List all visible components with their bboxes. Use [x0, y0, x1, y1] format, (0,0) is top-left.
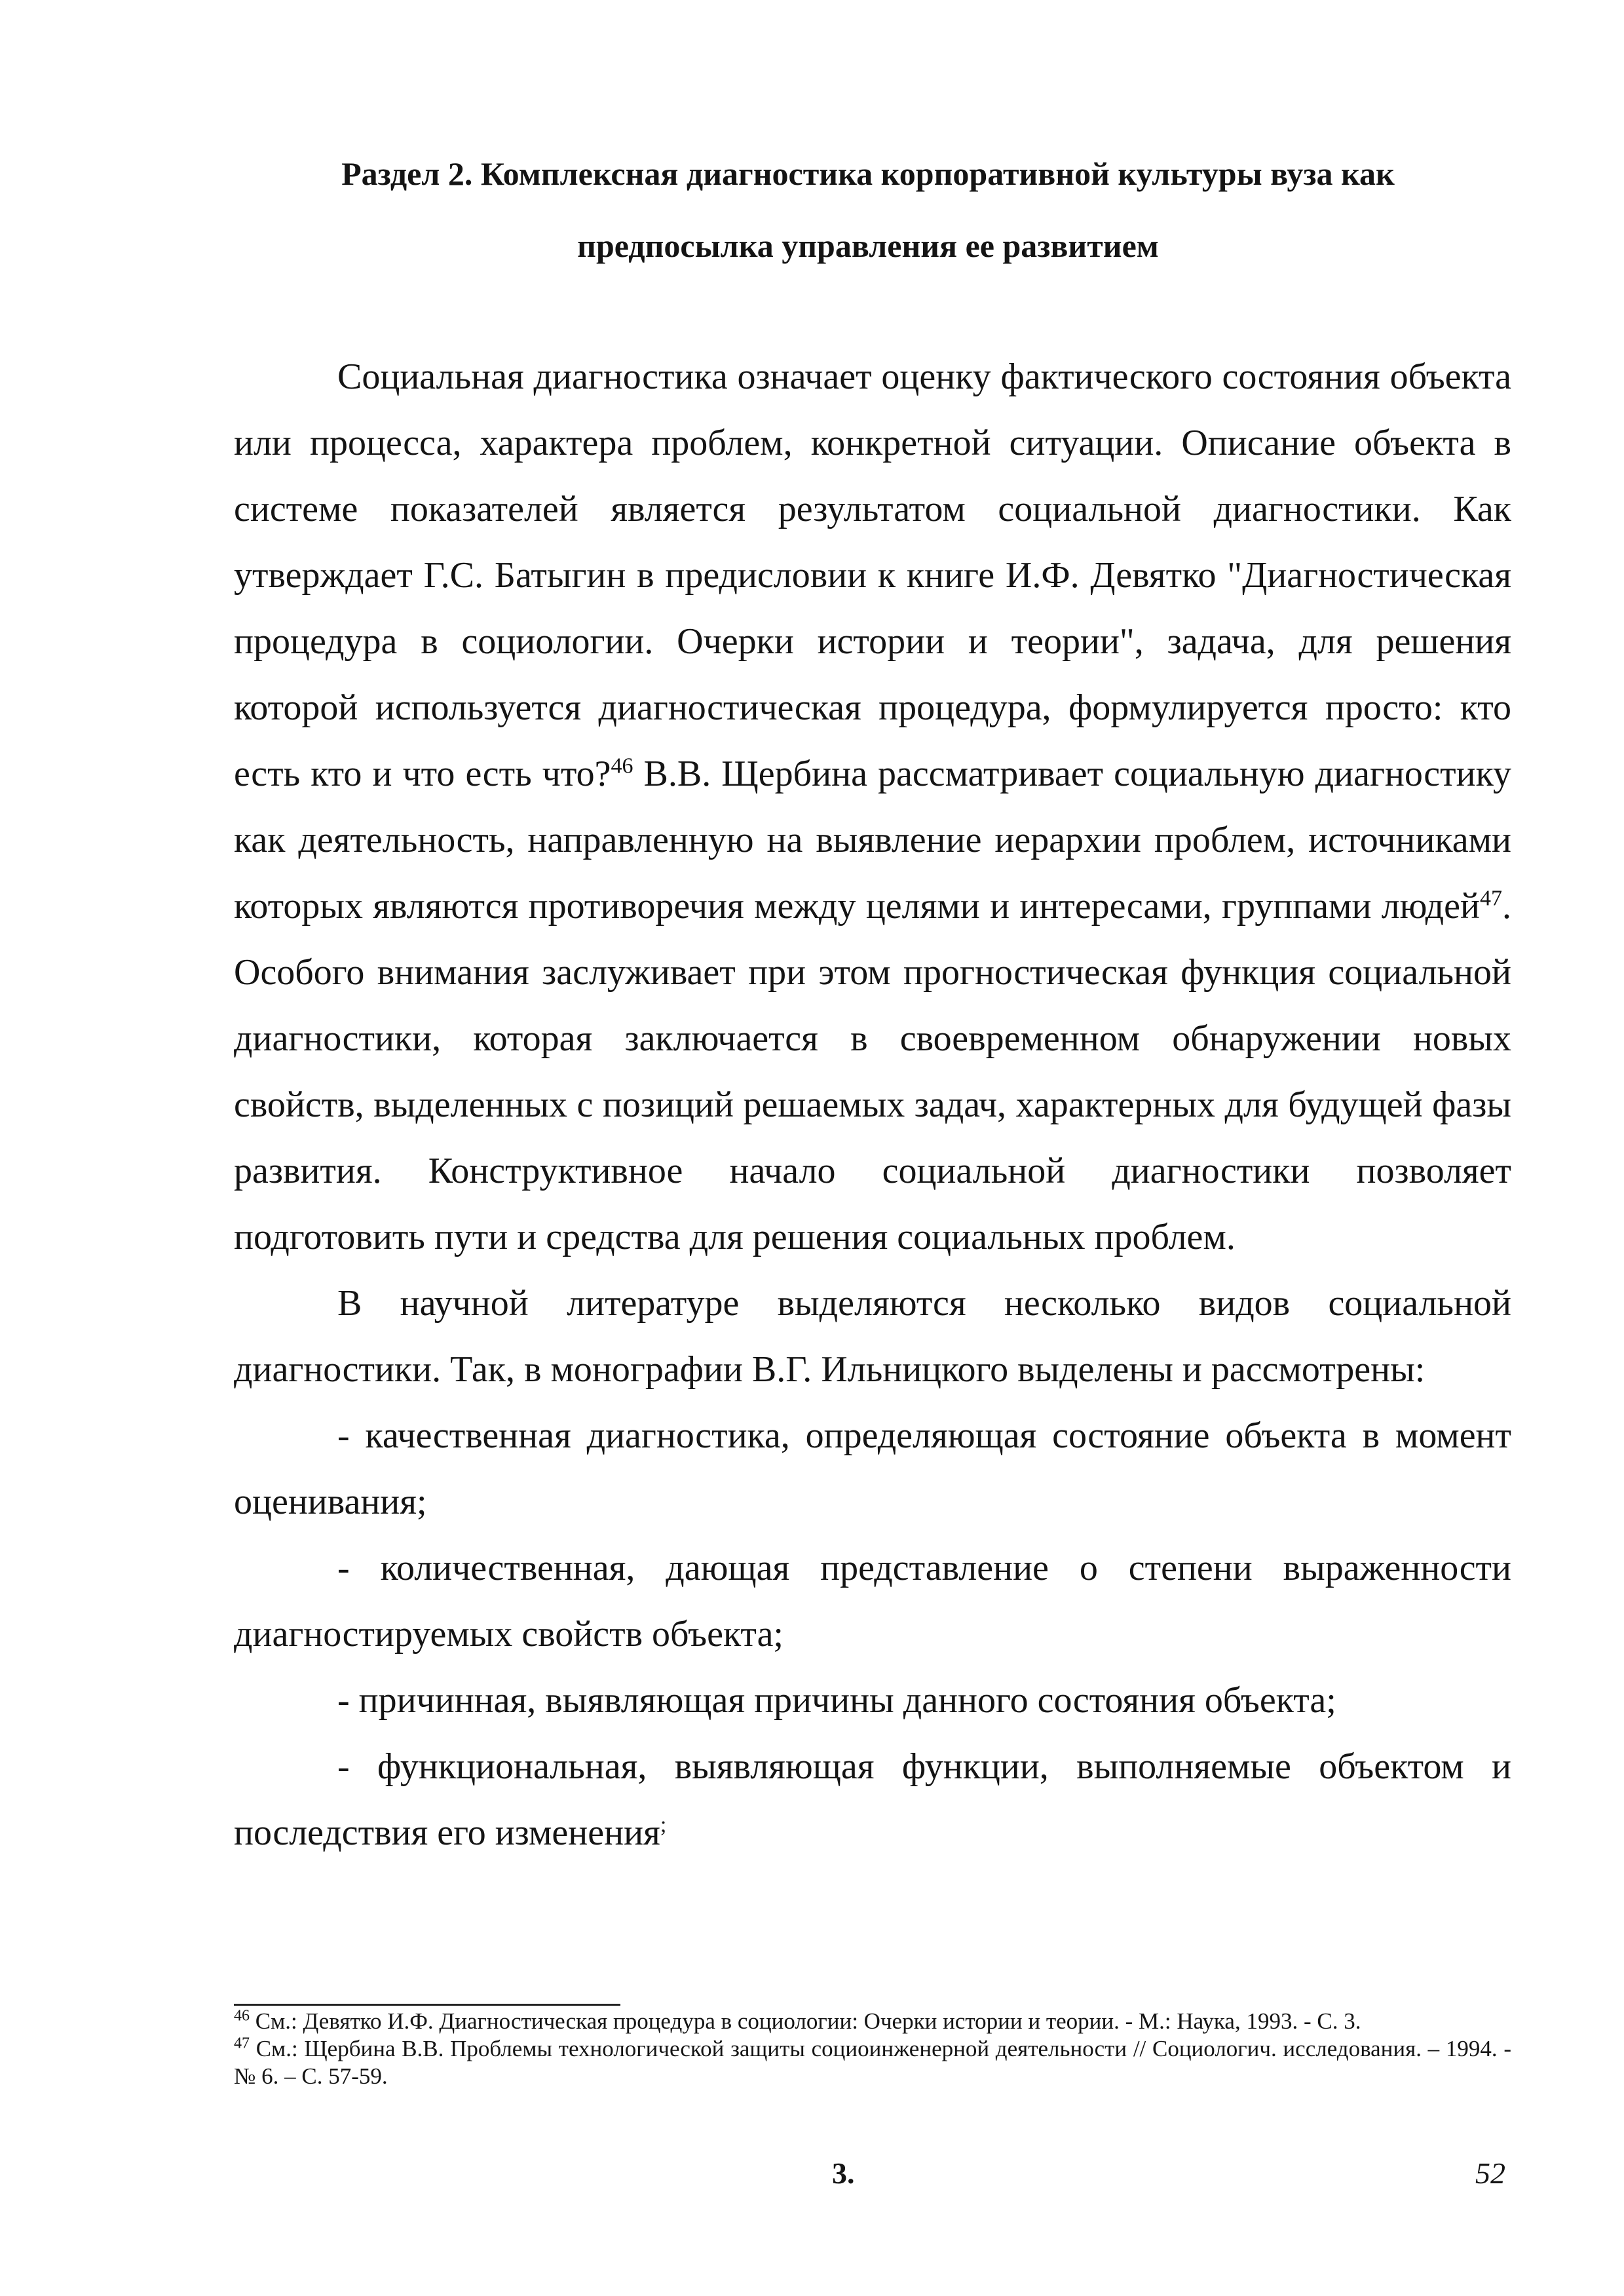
list-item-quantitative: - количественная, дающая представление о степени выраженности диагностируемых свойств объекта;: [234, 1548, 1511, 1655]
list-item-causal: - причинная, выявляющая причины данного состояния объекта;: [337, 1680, 1336, 1721]
footnote-46: [234, 2008, 1511, 2035]
list-item-qualitative: - качественная диагностика, определяющая состояние объекта в момент оценивания;: [234, 1415, 1511, 1522]
footnote-number: 46: [234, 2007, 250, 2025]
footnote-ref-46: 46: [611, 754, 633, 778]
paragraph-text: В.В. Щербина рассматривает социальную диагностику как деятельность, направленную на выявление иерархии проблем, источниками которых являются противоречия между целями и интересами, группами людей: [234, 754, 1511, 927]
footnote-number: 47: [234, 2035, 250, 2052]
footnote-text: См.: Девятко И.Ф. Диагностическая процедура в социологии: Очерки истории и теории. - М.: Наука, 1993. - С. 3.: [250, 2008, 1361, 2034]
list-item-text: - функциональная, выявляющая функции, выполняемые объектом и последствия его изменения: [234, 1746, 1511, 1853]
footnote-47: [234, 2035, 1511, 2090]
paragraph-diagnostics-types: В научной литературе выделяются несколько видов социальной диагностики. Так, в монографии В.Г. Ильницкого выделены и рассмотрены:: [234, 1283, 1511, 1390]
footnote-ref-47: 47: [1480, 886, 1502, 911]
heading-line-1: Раздел 2. Комплексная диагностика корпоративной культуры вуза как: [341, 155, 1395, 192]
section-number: 3.: [832, 2156, 855, 2190]
body-text: [234, 344, 1511, 1866]
page-number: 52: [1475, 2156, 1505, 2190]
heading-line-2: предпосылка управления ее развитием: [577, 227, 1159, 264]
paragraph-text: Социальная диагностика означает оценку фактического состояния объекта или процесса, характера проблем, конкретной ситуации. Описание объекта в системе показателей является результатом социальной диагностики. Как утверждает Г.С. Батыгин в предисловии к книге И.Ф. Девятко "Диагностическая процедура в социологии. Очерки истории и теории", задача, для решения которой используется диагностическая процедура, формулируется просто: кто есть кто и что есть что?: [234, 356, 1511, 794]
footnote-text: См.: Щербина В.В. Проблемы технологической защиты социоинженерной деятельности // Социологич. исследования. – 1994. - № 6. – С. 57-59.: [234, 2036, 1511, 2089]
footnote-separator: [234, 2004, 620, 2006]
trailing-mark: ;: [660, 1812, 667, 1837]
paragraph-text: . Особого внимания заслуживает при этом прогностическая функция социальной диагностики, которая заключается в своевременном обнаружении новых свойств, выделенных с позиций решаемых задач, характерных для будущей фазы развития. Конструктивное начало социальной диагностики позволяет подготовить пути и средства для решения социальных проблем.: [234, 886, 1511, 1257]
section-heading: [223, 138, 1513, 282]
footnotes: [234, 2008, 1511, 2090]
paragraph-social-diagnostics: [234, 344, 1511, 1271]
list-item-functional: [234, 1734, 1511, 1866]
